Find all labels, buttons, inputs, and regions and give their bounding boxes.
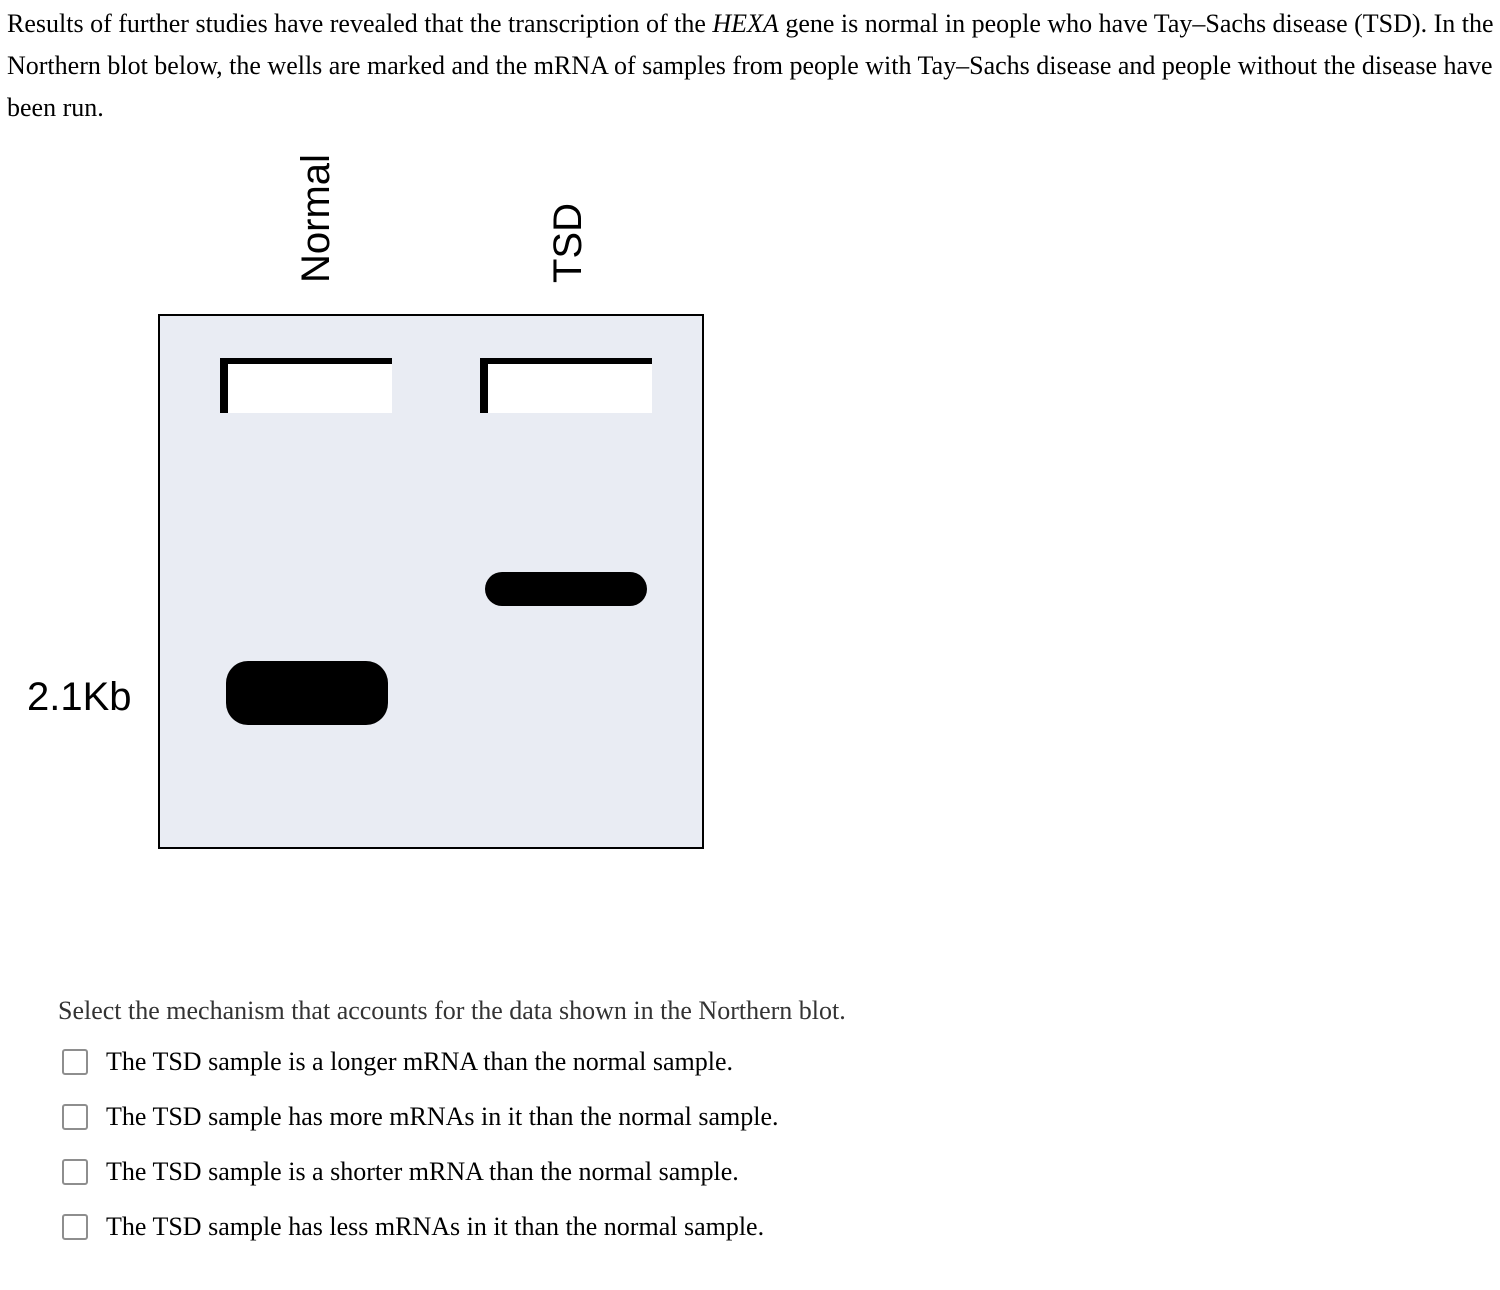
checkbox[interactable] [62,1049,88,1075]
answer-option[interactable] [62,1034,779,1089]
band-tsd [485,572,647,606]
intro-text-end: gene is normal in people who have Tay–Sachs disease (TSD). In the Northern blot below, the wells are marked and the mRNA of samples from people with Tay–Sachs disease and people without the disease have been run. [7,9,1494,122]
answer-option-label[interactable]: The TSD sample is a longer mRNA than the normal sample. [106,1046,734,1076]
northern-blot [158,314,704,849]
well-tsd [480,358,652,413]
checkbox[interactable] [62,1159,88,1185]
answer-option[interactable] [62,1144,779,1199]
answer-option[interactable] [62,1089,779,1144]
size-marker-label: 2.1Kb [27,675,132,719]
answer-option-label[interactable]: The TSD sample is a shorter mRNA than the normal sample. [106,1156,739,1186]
answer-options [62,1034,779,1254]
question-prompt: Select the mechanism that accounts for the data shown in the Northern blot. [58,996,846,1025]
checkbox[interactable] [62,1214,88,1240]
intro-paragraph [7,3,1495,129]
well-normal [220,358,392,413]
intro-text-start: Results of further studies have revealed that the transcription of the [7,9,713,38]
answer-option-label[interactable]: The TSD sample has less mRNAs in it than the normal sample. [106,1211,765,1241]
band-normal [226,661,388,725]
lane-label-tsd: TSD [546,203,590,283]
gene-name: HEXA [712,9,779,38]
answer-option-label[interactable]: The TSD sample has more mRNAs in it than the normal sample. [106,1101,779,1131]
checkbox[interactable] [62,1104,88,1130]
answer-option[interactable] [62,1199,779,1254]
lane-label-normal: Normal [294,154,338,283]
